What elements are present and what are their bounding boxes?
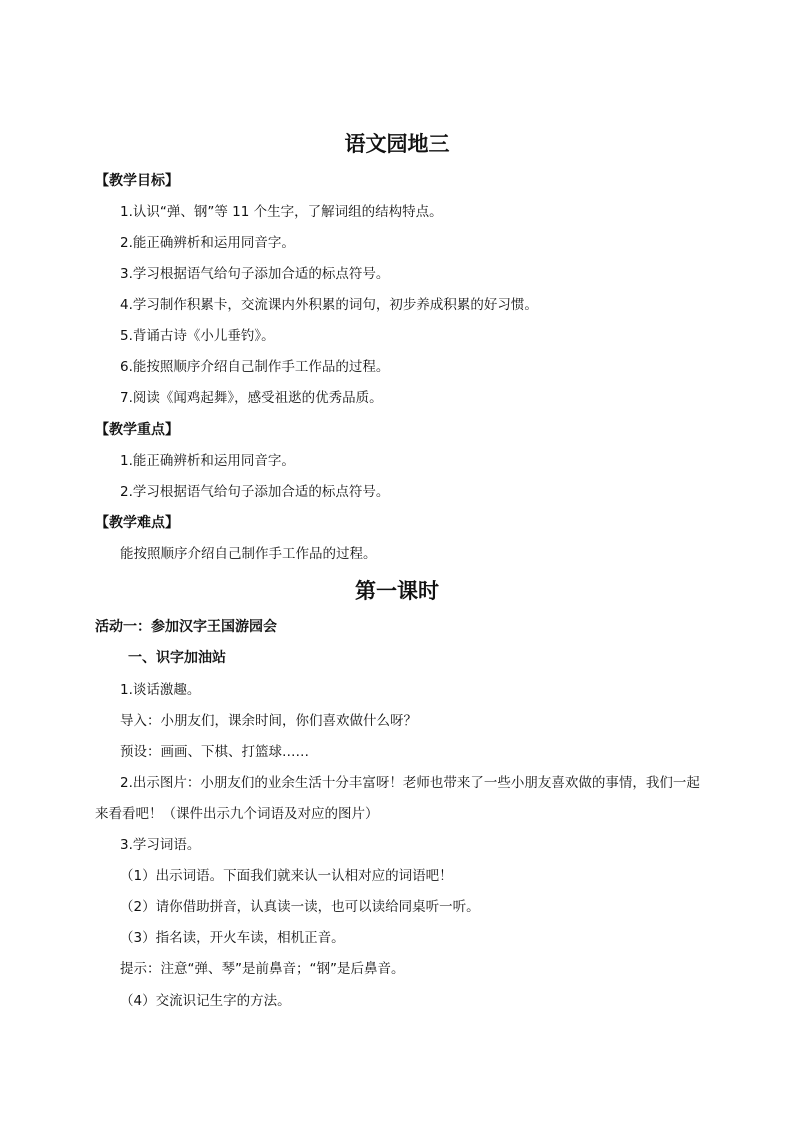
goal-item: 2.能正确辨析和运用同音字。	[120, 235, 295, 251]
page-title: 语文园地三	[344, 131, 450, 156]
section-heading-key-points: 【教学重点】	[95, 422, 179, 438]
lesson-line: 来看看吧！（课件出示九个词语及对应的图片）	[95, 806, 379, 822]
goal-item: 7.阅读《闻鸡起舞》，感受祖逖的优秀品质。	[120, 390, 383, 406]
lesson-line: 预设：画画、下棋、打篮球……	[120, 744, 309, 760]
goal-item: 5.背诵古诗《小儿垂钓》。	[120, 328, 275, 344]
key-point-item: 2.学习根据语气给句子添加合适的标点符号。	[120, 484, 390, 500]
activity-heading: 活动一：参加汉字王国游园会	[95, 619, 277, 635]
lesson-line: （2）请你借助拼音，认真读一读，也可以读给同桌听一听。	[120, 899, 480, 915]
lesson-line: （1）出示词语。下面我们就来认一认相对应的词语吧！	[120, 868, 453, 884]
section-heading-difficulties: 【教学难点】	[95, 515, 179, 531]
goal-item: 3.学习根据语气给句子添加合适的标点符号。	[120, 266, 390, 282]
difficulty-item: 能按照顺序介绍自己制作手工作品的过程。	[120, 546, 377, 562]
subheading: 一、识字加油站	[128, 650, 226, 666]
lesson-line: 1.谈话激趣。	[120, 682, 201, 698]
lesson-line: 提示：注意“弹、琴”是前鼻音；“钢”是后鼻音。	[120, 961, 405, 977]
goal-item: 1.认识“弹、钢”等 11 个生字，了解词组的结构特点。	[120, 204, 443, 220]
section-heading-goals: 【教学目标】	[95, 173, 179, 189]
goal-item: 6.能按照顺序介绍自己制作手工作品的过程。	[120, 359, 390, 375]
goal-item: 4.学习制作积累卡，交流课内外积累的词句，初步养成积累的好习惯。	[120, 297, 538, 313]
lesson-line: （4）交流识记生字的方法。	[120, 993, 291, 1009]
lesson-line: 3.学习词语。	[120, 837, 201, 853]
lesson-title: 第一课时	[355, 578, 439, 603]
key-point-item: 1.能正确辨析和运用同音字。	[120, 453, 295, 469]
lesson-line: 2.出示图片：小朋友们的业余生活十分丰富呀！老师也带来了一些小朋友喜欢做的事情，我们一起	[120, 775, 700, 791]
lesson-line: 导入：小朋友们，课余时间，你们喜欢做什么呀？	[120, 713, 417, 729]
lesson-line: （3）指名读，开火车读，相机正音。	[120, 930, 345, 946]
